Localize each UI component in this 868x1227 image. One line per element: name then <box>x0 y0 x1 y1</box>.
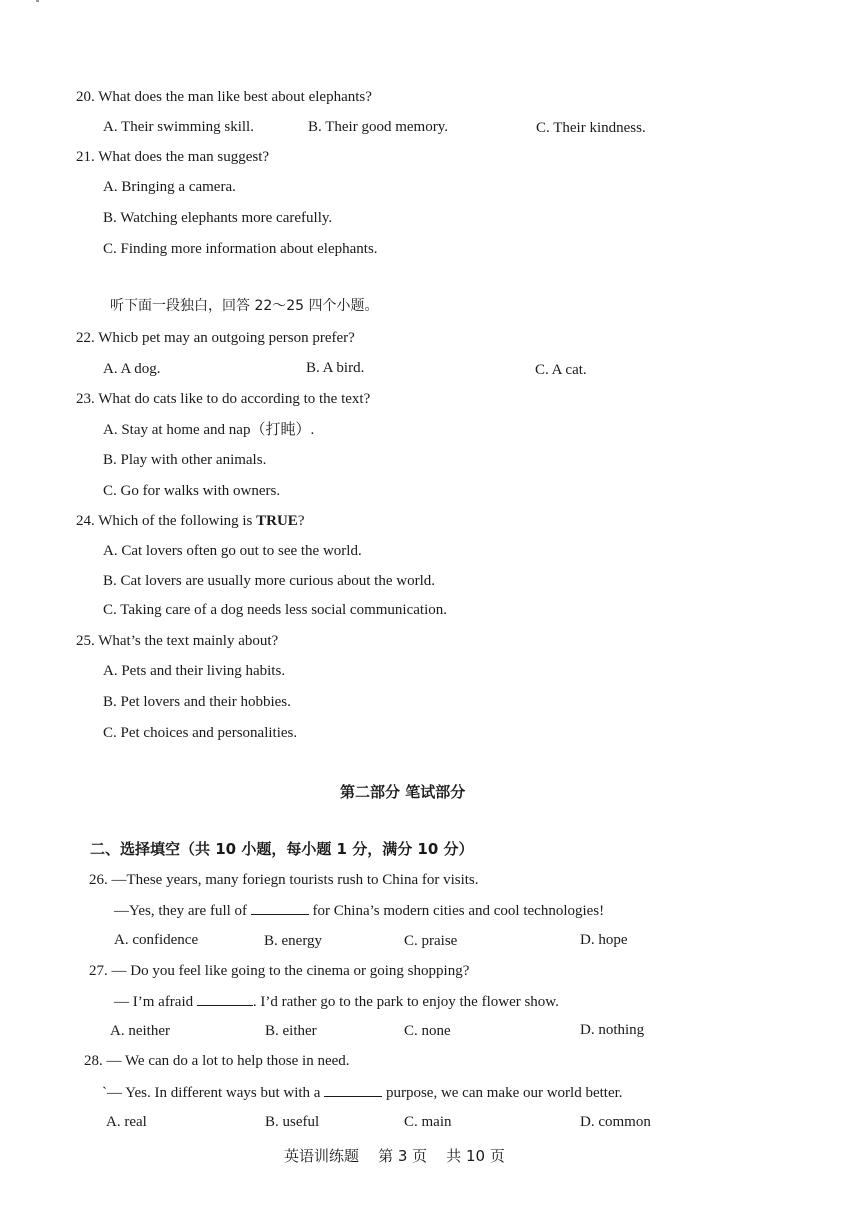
question-20-option-a: A. Their swimming skill. <box>103 119 254 135</box>
question-28-option-b: B. useful <box>265 1114 320 1130</box>
question-21-stem: 21. What does the man suggest? <box>76 149 270 165</box>
question-27-line-2-end: . I’d rather go to the park to enjoy the flower show. <box>252 994 559 1010</box>
question-22-stem: 22. Whicb pet may an outgoing person prefer? <box>76 330 355 346</box>
question-25-option-c: C. Pet choices and personalities. <box>103 725 298 741</box>
question-23-option-a: A. Stay at home and nap（打盹）. <box>103 422 315 438</box>
question-24-stem-end: ? <box>297 513 305 529</box>
question-28-line-2-end: purpose, we can make our world better. <box>382 1085 623 1101</box>
question-28-line-2 <box>102 1082 623 1103</box>
page-footer: 英语训练题 第 3 页 共 10 页 <box>284 1147 505 1165</box>
question-26-line-2-end: for China’s modern cities and cool technologies! <box>308 903 605 919</box>
question-23-option-c: C. Go for walks with owners. <box>103 483 281 499</box>
question-26-option-a: A. confidence <box>114 932 199 948</box>
answer-blank <box>197 991 253 1006</box>
question-22-option-b: B. A bird. <box>306 360 365 376</box>
question-20-option-c: C. Their kindness. <box>536 120 646 136</box>
section-2-heading: 二、选择填空（共 10 小题，每小题 1 分，满分 10 分） <box>90 840 474 858</box>
question-24-stem-text: 24. Which of the following is <box>76 513 257 529</box>
question-27-line-1: 27. — Do you feel like going to the cinema or going shopping? <box>89 963 470 979</box>
question-23-stem: 23. What do cats like to do according to the text? <box>76 391 371 407</box>
part-2-title: 第二部分 笔试部分 <box>340 783 466 801</box>
question-21-option-b: B. Watching elephants more carefully. <box>103 210 333 226</box>
question-28-option-d: D. common <box>580 1114 651 1130</box>
monologue-instruction: 听下面一段独白，回答 22～25 四个小题。 <box>110 298 379 314</box>
question-27-line-2-start: — I’m afraid <box>114 994 197 1010</box>
question-24-stem <box>76 511 304 531</box>
question-27-option-c: C. none <box>404 1023 451 1039</box>
question-25-stem: 25. What’s the text mainly about? <box>76 633 279 649</box>
question-23-option-b: B. Play with other animals. <box>103 452 267 468</box>
question-26-line-2 <box>114 900 604 921</box>
question-28-option-c: C. main <box>404 1114 452 1130</box>
question-24-option-c: C. Taking care of a dog needs less social communication. <box>103 602 447 618</box>
question-27-line-2 <box>114 991 559 1012</box>
question-28-line-2-start: `— Yes. In different ways but with a <box>102 1085 325 1101</box>
question-25-option-a: A. Pets and their living habits. <box>103 663 286 679</box>
question-21-option-a: A. Bringing a camera. <box>103 179 236 195</box>
question-26-option-b: B. energy <box>264 933 323 949</box>
question-24-stem-emphasis: TRUE <box>256 513 298 529</box>
question-27-option-a: A. neither <box>110 1023 170 1039</box>
question-27-option-b: B. either <box>265 1023 317 1039</box>
question-28-line-1: 28. — We can do a lot to help those in need. <box>84 1053 350 1069</box>
question-27-option-d: D. nothing <box>580 1022 645 1038</box>
question-26-line-2-start: —Yes, they are full of <box>114 903 251 919</box>
scan-speck <box>36 0 39 2</box>
question-24-option-b: B. Cat lovers are usually more curious about the world. <box>103 573 436 589</box>
question-26-line-1: 26. —These years, many foriegn tourists rush to China for visits. <box>89 872 479 888</box>
question-26-option-d: D. hope <box>580 932 628 948</box>
question-20-option-b: B. Their good memory. <box>308 119 448 135</box>
answer-blank <box>251 900 309 915</box>
question-21-option-c: C. Finding more information about elephants. <box>103 241 378 257</box>
question-22-option-c: C. A cat. <box>535 362 587 378</box>
question-28-option-a: A. real <box>106 1114 147 1130</box>
question-26-option-c: C. praise <box>404 933 458 949</box>
question-22-option-a: A. A dog. <box>103 361 161 377</box>
question-20-stem: 20. What does the man like best about elephants? <box>76 89 372 105</box>
answer-blank <box>324 1082 382 1097</box>
question-24-option-a: A. Cat lovers often go out to see the world. <box>103 543 362 559</box>
question-25-option-b: B. Pet lovers and their hobbies. <box>103 694 291 710</box>
